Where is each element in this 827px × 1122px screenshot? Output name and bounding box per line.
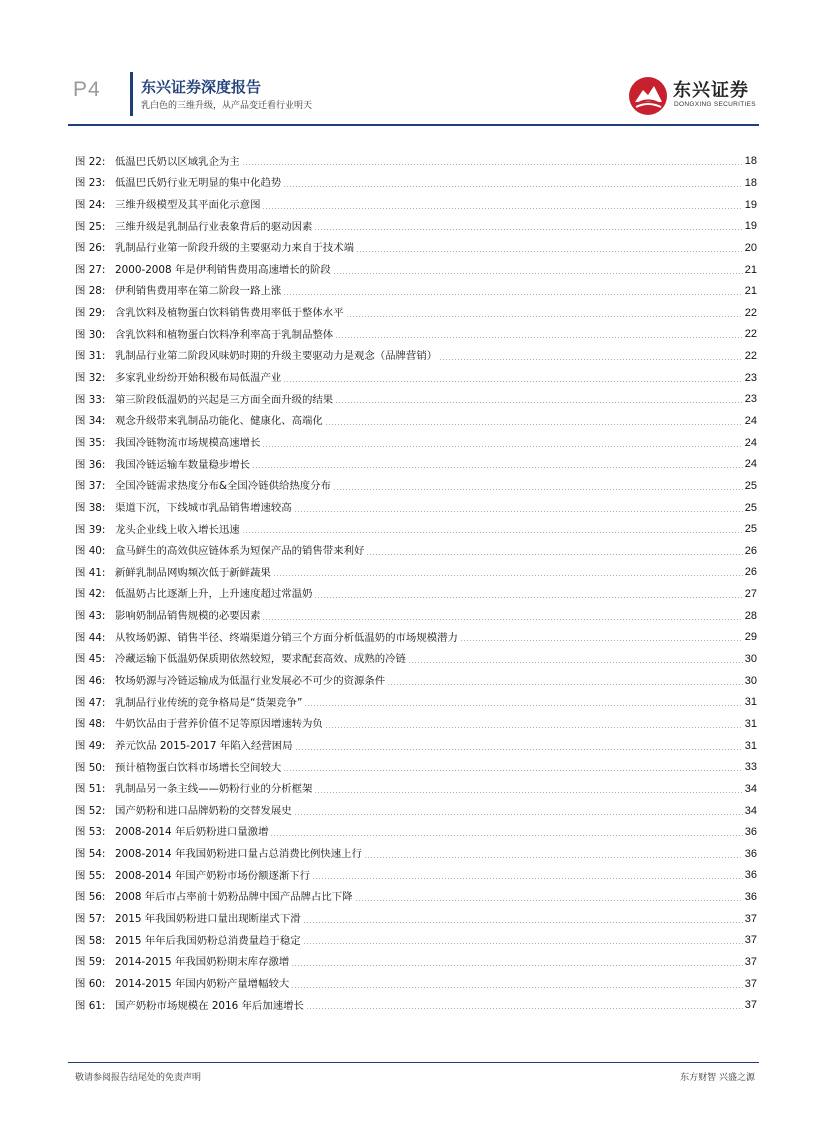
figure-title: 养元饮品 2015-2017 年陷入经营困局: [115, 739, 293, 752]
figure-label: 图 24:: [75, 198, 106, 211]
toc-entry[interactable]: [75, 649, 757, 671]
dot-leader: [283, 381, 743, 382]
figure-label: 图 48:: [75, 718, 106, 731]
dot-leader: [408, 662, 743, 663]
dot-leader: [325, 424, 743, 425]
dot-leader: [273, 575, 743, 576]
toc-entry[interactable]: [75, 151, 757, 173]
page-ref: 27: [744, 588, 757, 601]
dot-leader: [335, 402, 743, 403]
figure-label: 图 41:: [75, 566, 106, 579]
figure-label: 图 56:: [75, 891, 106, 904]
toc-entry[interactable]: [75, 497, 757, 519]
dot-leader: [295, 749, 743, 750]
figure-title: 新鲜乳制品网购频次低于新鲜蔬果: [115, 566, 271, 579]
figure-label: 图 44:: [75, 631, 106, 644]
page-ref: 21: [744, 263, 757, 276]
toc-entry[interactable]: [75, 562, 757, 584]
toc-entry[interactable]: [75, 238, 757, 260]
company-slogan: 东方财智 兴盛之源: [680, 1073, 755, 1083]
company-logo: [627, 74, 757, 118]
figure-label: 图 46:: [75, 674, 106, 687]
page-ref: 37: [744, 912, 757, 925]
page-ref: 37: [744, 999, 757, 1012]
report-title: 东兴证券深度报告: [141, 78, 262, 96]
figure-title: 盒马鲜生的高效供应链体系为短保产品的销售带来利好: [115, 545, 365, 558]
figure-title: 乳制品行业传统的竞争格局是“货架竞争”: [115, 696, 303, 709]
figure-label: 图 37:: [75, 480, 106, 493]
page-ref: 22: [744, 306, 757, 319]
page-ref: 25: [744, 523, 757, 536]
figure-title: 乳制品行业第二阶段风味奶时期的升级主要驱动力是观念（品牌营销）: [115, 350, 438, 363]
figure-label: 图 61:: [75, 999, 106, 1012]
figure-title: 低温奶占比逐渐上升，上升速度超过常温奶: [115, 588, 313, 601]
disclaimer-note: 敬请参阅报告结尾处的免责声明: [75, 1073, 202, 1083]
figure-title: 2008-2014 年国产奶粉市场份额逐渐下行: [115, 869, 311, 882]
page-ref: 30: [744, 674, 757, 687]
page-ref: 21: [744, 285, 757, 298]
figure-title: 第三阶段低温奶的兴起是三方面全面升级的结果: [115, 393, 334, 406]
page-ref: 24: [744, 458, 757, 471]
figure-title: 冷藏运输下低温奶保质期依然较短，要求配套高效、成熟的冷链: [115, 653, 406, 666]
toc-entry[interactable]: [75, 627, 757, 649]
figure-label: 图 31:: [75, 350, 106, 363]
figure-label: 图 60:: [75, 977, 106, 990]
toc-entry[interactable]: [75, 541, 757, 563]
page-ref: 24: [744, 415, 757, 427]
figure-label: 图 38:: [75, 501, 106, 514]
figure-label: 图 52:: [75, 804, 106, 817]
page-ref: 25: [744, 501, 757, 514]
figure-label: 图 50:: [75, 761, 106, 774]
figure-title: 2014-2015 年我国奶粉期末库存激增: [115, 956, 290, 969]
figure-index: [75, 151, 757, 1017]
page-ref: 30: [744, 653, 757, 666]
page-ref: 37: [744, 956, 757, 969]
dot-leader: [252, 467, 743, 468]
page-ref: 19: [744, 198, 757, 211]
toc-entry[interactable]: [75, 194, 757, 216]
dot-leader: [333, 489, 743, 490]
figure-title: 龙头企业线上收入增长迅速: [115, 523, 240, 536]
page-ref: 24: [744, 436, 757, 449]
page-ref: 37: [744, 934, 757, 947]
page-ref: 19: [744, 220, 757, 233]
toc-entry[interactable]: [75, 973, 757, 995]
dot-leader: [291, 987, 743, 988]
figure-title: 我国冷链运输车数量稳步增长: [115, 458, 251, 471]
figure-label: 图 29:: [75, 307, 106, 320]
toc-entry[interactable]: [75, 302, 757, 324]
logo-emblem-icon: [627, 75, 669, 117]
figure-label: 图 34:: [75, 415, 106, 428]
figure-label: 图 59:: [75, 956, 106, 969]
page-header: [0, 0, 827, 128]
toc-entry[interactable]: [75, 800, 757, 822]
figure-title: 2008-2014 年后奶粉进口量激增: [115, 826, 269, 839]
toc-entry[interactable]: [75, 887, 757, 909]
figure-label: 图 55:: [75, 869, 106, 882]
page-ref: 33: [744, 761, 757, 774]
figure-title: 2008-2014 年我国奶粉进口量占总消费比例快速上行: [115, 848, 362, 861]
figure-title: 低温巴氏奶行业无明显的集中化趋势: [115, 177, 282, 190]
figure-title: 低温巴氏奶以区域乳企为主: [115, 155, 240, 168]
page-ref: 23: [744, 393, 757, 406]
figure-title: 2014-2015 年国内奶粉产量增幅较大: [115, 977, 290, 990]
page-ref: 26: [744, 544, 757, 557]
dot-leader: [346, 316, 743, 317]
page-ref: 36: [744, 847, 757, 860]
figure-label: 图 26:: [75, 242, 106, 255]
toc-entry[interactable]: [75, 432, 757, 454]
figure-label: 图 22:: [75, 155, 106, 168]
dot-leader: [460, 640, 743, 641]
toc-entry[interactable]: [75, 844, 757, 866]
toc-entry[interactable]: [75, 779, 757, 801]
figure-label: 图 49:: [75, 739, 106, 752]
figure-label: 图 33:: [75, 393, 106, 406]
figure-label: 图 23:: [75, 177, 106, 190]
page-ref: 34: [744, 804, 757, 817]
toc-entry[interactable]: [75, 692, 757, 714]
toc-entry[interactable]: [75, 757, 757, 779]
page-ref: 20: [744, 241, 757, 254]
dot-leader: [304, 705, 742, 706]
page-ref: 37: [744, 977, 757, 990]
page-ref: 34: [744, 782, 757, 795]
page-ref: 36: [744, 891, 757, 904]
dot-leader: [242, 532, 743, 533]
figure-label: 图 43:: [75, 610, 106, 623]
dot-leader: [262, 619, 742, 620]
toc-entry[interactable]: [75, 519, 757, 541]
toc-entry[interactable]: [75, 670, 757, 692]
dot-leader: [294, 814, 743, 815]
figure-label: 图 58:: [75, 934, 106, 947]
figure-label: 图 36:: [75, 458, 106, 471]
dot-leader: [333, 273, 743, 274]
dot-leader: [306, 1008, 743, 1009]
figure-title: 观念升级带来乳制品功能化、健康化、高端化: [115, 415, 323, 428]
header-divider: [130, 72, 133, 116]
dot-leader: [303, 943, 743, 944]
figure-title: 我国冷链物流市场规模高速增长: [115, 436, 261, 449]
figure-title: 2008 年后市占率前十奶粉品牌中国产品牌占比下降: [115, 891, 353, 904]
page-ref: 36: [744, 826, 757, 839]
toc-entry[interactable]: [75, 605, 757, 627]
dot-leader: [303, 922, 743, 923]
dot-leader: [294, 511, 743, 512]
toc-entry[interactable]: [75, 281, 757, 303]
logo-text-en: DONGXING SECURITIES: [674, 101, 756, 108]
toc-entry[interactable]: [75, 865, 757, 887]
dot-leader: [439, 359, 743, 360]
figure-label: 图 54:: [75, 848, 106, 861]
dot-leader: [270, 835, 742, 836]
figure-label: 图 47:: [75, 696, 106, 709]
dot-leader: [283, 770, 743, 771]
page-ref: 18: [744, 155, 757, 168]
figure-title: 牛奶饮品由于营养价值不足等原因增速转为负: [115, 718, 323, 731]
logo-text-cn: 东兴证券: [673, 80, 749, 101]
toc-entry[interactable]: [75, 822, 757, 844]
toc-entry[interactable]: [75, 454, 757, 476]
figure-label: 图 27:: [75, 263, 106, 276]
toc-entry[interactable]: [75, 216, 757, 238]
figure-label: 图 30:: [75, 328, 106, 341]
figure-label: 图 53:: [75, 826, 106, 839]
figure-title: 国产奶粉和进口品牌奶粉的交替发展史: [115, 804, 292, 817]
figure-title: 渠道下沉，下线城市乳品销售增速较高: [115, 501, 292, 514]
figure-label: 图 35:: [75, 436, 106, 449]
dot-leader: [325, 727, 743, 728]
figure-label: 图 32:: [75, 372, 106, 385]
figure-title: 三维升级是乳制品行业表象背后的驱动因素: [115, 220, 313, 233]
figure-title: 国产奶粉市场规模在 2016 年后加速增长: [115, 999, 304, 1012]
figure-title: 多家乳业纷纷开始积极布局低温产业: [115, 372, 282, 385]
dot-leader: [356, 251, 743, 252]
figure-title: 2000-2008 年是伊利销售费用高速增长的阶段: [115, 263, 331, 276]
toc-entry[interactable]: [75, 346, 757, 368]
toc-entry[interactable]: [75, 173, 757, 195]
dot-leader: [387, 684, 743, 685]
dot-leader: [312, 878, 743, 879]
dot-leader: [314, 792, 742, 793]
page-ref: 36: [744, 869, 757, 882]
dot-leader: [355, 900, 743, 901]
figure-title: 三维升级模型及其平面化示意图: [115, 198, 261, 211]
footer-rule: [68, 1062, 759, 1063]
dot-leader: [364, 857, 743, 858]
dot-leader: [366, 554, 742, 555]
dot-leader: [262, 208, 742, 209]
dot-leader: [283, 294, 743, 295]
page-ref: 26: [744, 566, 757, 579]
toc-entry[interactable]: [75, 367, 757, 389]
dot-leader: [242, 164, 743, 165]
figure-label: 图 57:: [75, 913, 106, 926]
figure-label: 图 51:: [75, 783, 106, 796]
toc-entry[interactable]: [75, 259, 757, 281]
figure-title: 从牧场奶源、销售半径、终端渠道分销三个方面分析低温奶的市场规模潜力: [115, 631, 458, 644]
page-ref: 22: [744, 328, 757, 341]
toc-entry[interactable]: [75, 714, 757, 736]
figure-label: 图 42:: [75, 588, 106, 601]
figure-title: 牧场奶源与冷链运输成为低温行业发展必不可少的资源条件: [115, 674, 386, 687]
page-ref: 31: [744, 739, 757, 752]
dot-leader: [262, 446, 742, 447]
figure-title: 2015 年我国奶粉进口量出现断崖式下滑: [115, 913, 301, 926]
toc-entry[interactable]: [75, 584, 757, 606]
page-ref: 28: [744, 609, 757, 622]
toc-entry[interactable]: [75, 930, 757, 952]
toc-entry[interactable]: [75, 389, 757, 411]
figure-title: 含乳饮料及植物蛋白饮料销售费用率低于整体水平: [115, 307, 344, 320]
dot-leader: [291, 965, 743, 966]
report-subtitle: 乳白色的三维升级，从产品变迁看行业明天: [141, 101, 313, 111]
figure-label: 图 39:: [75, 523, 106, 536]
figure-title: 含乳饮料和植物蛋白饮料净利率高于乳制品整体: [115, 328, 334, 341]
dot-leader: [314, 229, 742, 230]
toc-entry[interactable]: [75, 735, 757, 757]
dot-leader: [335, 337, 743, 338]
toc-entry[interactable]: [75, 476, 757, 498]
toc-entry[interactable]: [75, 908, 757, 930]
toc-entry[interactable]: [75, 324, 757, 346]
page-ref: 29: [744, 631, 757, 644]
figure-title: 2015 年年后我国奶粉总消费量趋于稳定: [115, 934, 301, 947]
figure-label: 图 25:: [75, 220, 106, 233]
header-rule: [68, 124, 759, 126]
figure-title: 全国冷链需求热度分布&全国冷链供给热度分布: [115, 480, 331, 493]
figure-title: 预计植物蛋白饮料市场增长空间较大: [115, 761, 282, 774]
page-ref: 25: [744, 479, 757, 492]
toc-entry[interactable]: [75, 411, 757, 433]
toc-entry[interactable]: [75, 995, 757, 1017]
page-ref: 31: [744, 696, 757, 709]
figure-title: 影响奶制品销售规模的必要因素: [115, 610, 261, 623]
page-number: P4: [73, 78, 101, 101]
figure-title: 伊利销售费用率在第二阶段一路上涨: [115, 285, 282, 298]
figure-label: 图 45:: [75, 653, 106, 666]
dot-leader: [314, 597, 742, 598]
page-ref: 22: [744, 350, 757, 363]
page-ref: 18: [744, 176, 757, 189]
figure-title: 乳制品行业第一阶段升级的主要驱动力来自于技术端: [115, 242, 354, 255]
figure-title: 乳制品另一条主线——奶粉行业的分析框架: [115, 783, 313, 796]
page-ref: 23: [744, 371, 757, 384]
figure-label: 图 40:: [75, 545, 106, 558]
dot-leader: [283, 186, 743, 187]
page-ref: 31: [744, 717, 757, 730]
figure-label: 图 28:: [75, 285, 106, 298]
toc-entry[interactable]: [75, 952, 757, 974]
